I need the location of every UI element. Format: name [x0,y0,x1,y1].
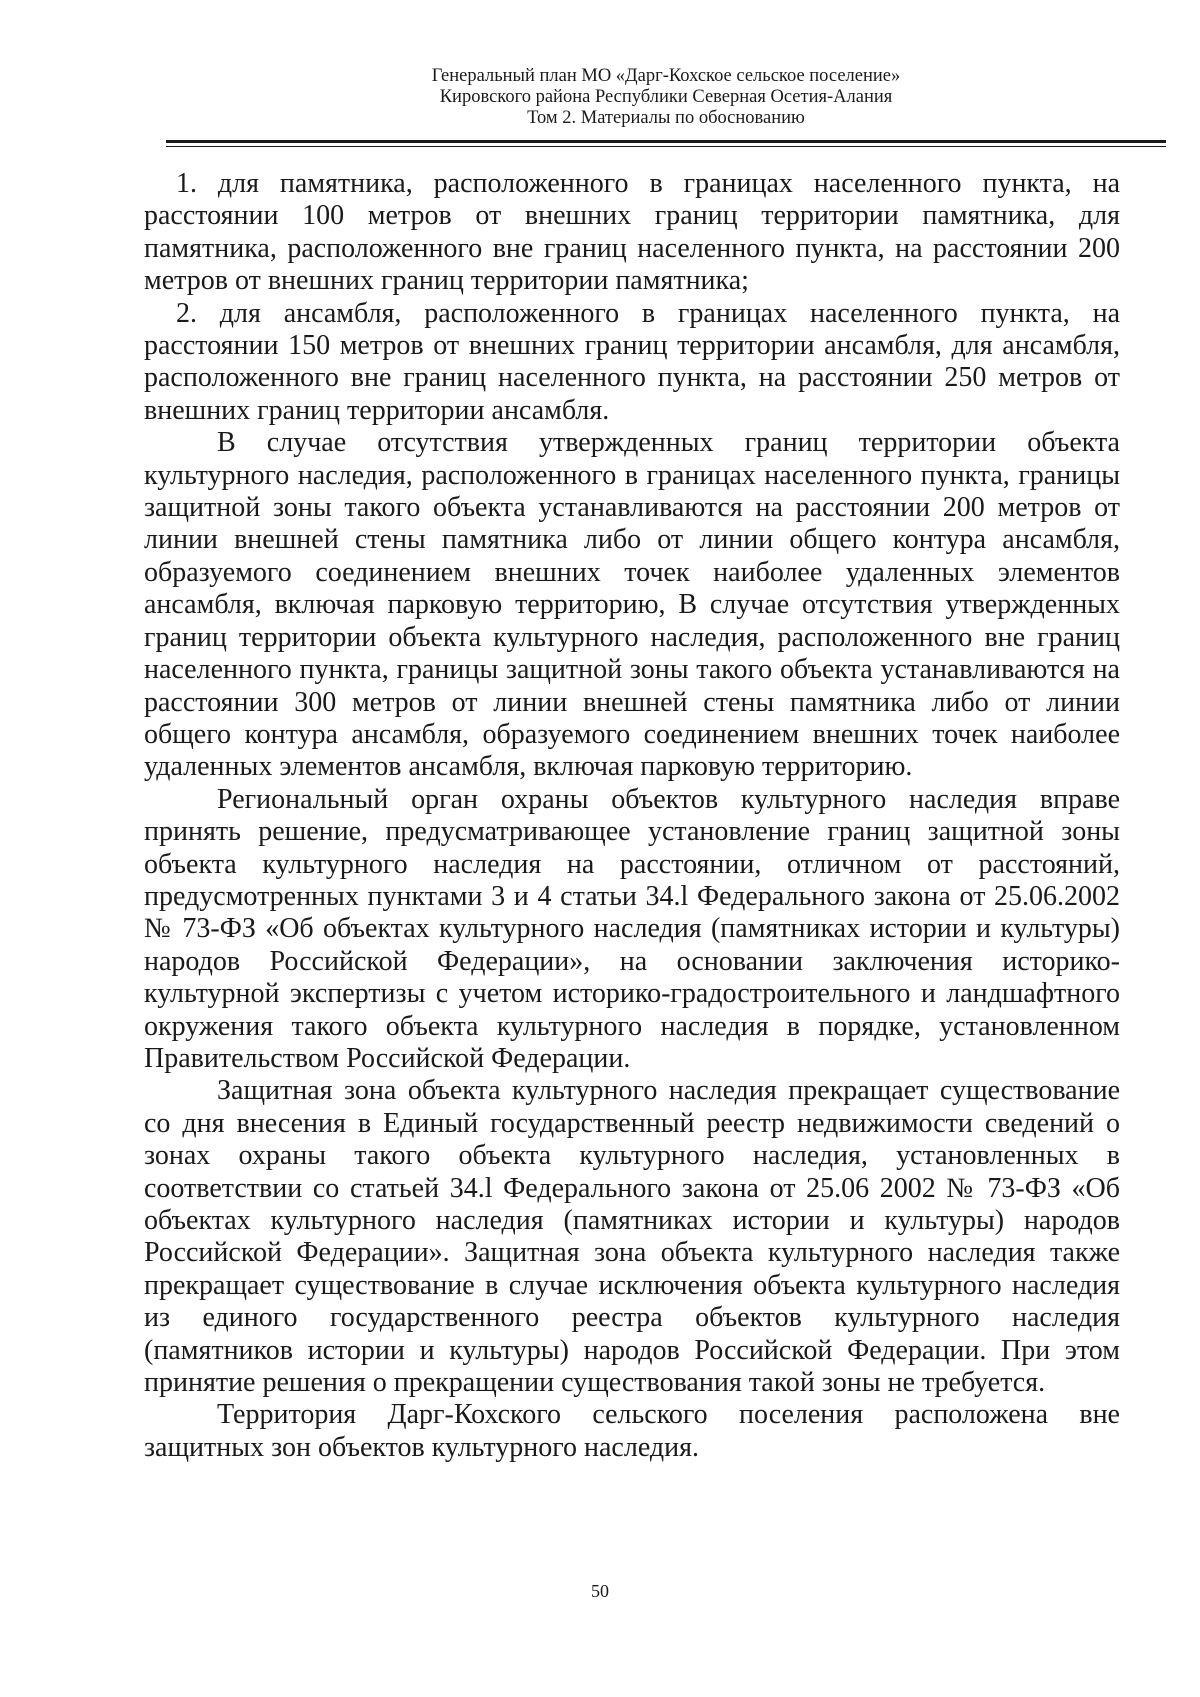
list-item-1: 1. для памятника, расположенного в границах населенного пункта, на расстоянии 100 метров от внешних границ территории памятника, для памятника, расположенного вне границ населенного пункта, на расстоянии 200 метров от внешних границ территории памятника; [144,168,1120,297]
header-rule-thick [166,140,1166,143]
header-rule-thin [166,146,1166,147]
paragraph-no-boundaries: В случае отсутствия утвержденных границ территории объекта культурного наследия, расположенного в границах населенного пункта, границы защитной зоны такого объекта устанавливаются на расстоянии 200 метров от линии внешней стены памятника либо от линии общего контура ансамбля, образуемого соединением внешних точек наиболее удаленных элементов ансамбля, включая парковую территорию, В случае отсутствия утвержденных границ территории объекта культурного наследия, расположенного вне границ населенного пункта, границы защитной зоны такого объекта устанавливаются на расстоянии 300 метров от линии внешней стены памятника либо от линии общего контура ансамбля, образуемого соединением внешних точек наиболее удаленных элементов ансамбля, включая парковую территорию. [144,427,1120,783]
paragraph-conclusion: Территория Дарг-Кохского сельского поселения расположена вне защитных зон объектов культурного наследия. [144,1399,1120,1463]
running-header [166,66,1166,129]
list-item-2: 2. для ансамбля, расположенного в границах населенного пункта, на расстоянии 150 метров от внешних границ территории ансамбля, для ансамбля, расположенного вне границ населенного пункта, на расстоянии 250 метров от внешних границ территории ансамбля. [144,297,1120,426]
body-text [144,168,1120,1464]
header-line-1: Генеральный план МО «Дарг-Кохское сельское поселение» [431,66,901,86]
page-number: 50 [591,1581,609,1601]
paragraph-regional-authority: Региональный орган охраны объектов культурного наследия вправе принять решение, предусматривающее установление границ защитной зоны объекта культурного наследия на расстоянии, отличном от расстояний, предусмотренных пунктами 3 и 4 статьи 34.l Федерального закона от 25.06.2002 № 73-ФЗ «Об объектах культурного наследия (памятниках истории и культуры) народов Российской Федерации», на основании заключения историко-культурной экспертизы с учетом историко-градостроительного и ландшафтного окружения такого объекта культурного наследия в порядке, установленном Правительством Российской Федерации. [144,783,1120,1074]
paragraph-zone-termination: Защитная зона объекта культурного наследия прекращает существование со дня внесения в Единый государственный реестр недвижимости сведений о зонах охраны такого объекта культурного наследия, установленных в соответствии со статьей 34.l Федерального закона от 25.06 2002 № 73-ФЗ «Об объектах культурного наследия (памятниках истории и культуры) народов Российской Федерации». Защитная зона объекта культурного наследия также прекращает существование в случае исключения объекта культурного наследия из единого государственного реестра объектов культурного наследия (памятников истории и культуры) народов Российской Федерации. При этом принятие решения о прекращении существования такой зоны не требуется. [144,1075,1120,1399]
header-line-3: Том 2. Материалы по обоснованию [527,108,805,128]
header-line-2: Кировского района Республики Северная Осетия-Алания [439,87,893,107]
